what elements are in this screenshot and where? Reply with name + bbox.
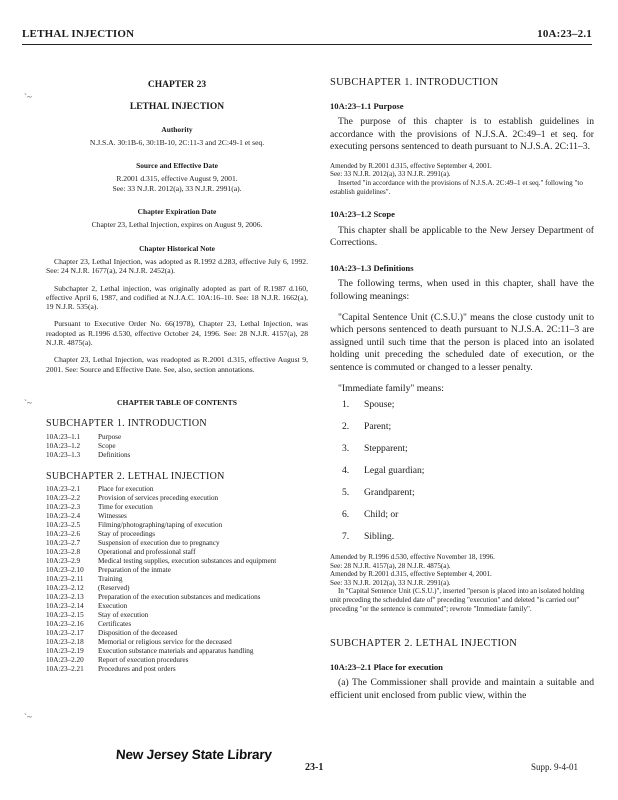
list-item-number: 5. xyxy=(342,487,350,499)
toc-entry xyxy=(46,656,308,665)
toc-entry-title: Execution substance materials and apparatus handling xyxy=(98,646,254,655)
chapter-number: CHAPTER 23 xyxy=(147,80,207,90)
running-header xyxy=(22,28,592,42)
toc-entry xyxy=(46,548,308,557)
toc-entry xyxy=(46,647,308,656)
toc-entry-title: Filming/photographing/taping of execution xyxy=(98,520,223,529)
toc-entry-title: Definitions xyxy=(98,450,131,459)
toc-entry-number: 10A:23–2.12 xyxy=(46,583,84,592)
toc-entry xyxy=(46,566,308,575)
toc-entry-number: 10A:23–2.11 xyxy=(46,574,84,583)
toc-entry-number: 10A:23–2.13 xyxy=(46,592,84,601)
subchapter-1-heading: SUBCHAPTER 1. INTRODUCTION xyxy=(330,77,499,88)
toc-subchapter-1: SUBCHAPTER 1. INTRODUCTION xyxy=(46,418,207,430)
toc-title: CHAPTER TABLE OF CONTENTS xyxy=(117,397,237,407)
toc-entry-number: 10A:23–2.6 xyxy=(46,529,81,538)
historical-note-2: Subchapter 2, Lethal injection, was originally adopted as part of R.1987 d.160, effective April 6, 1987, and codified at N.J.A.C. 10A:16–10. See: 18 N.J.R. 1662(a), 19 N.J.R. 535(a). xyxy=(46,283,308,312)
family-list-item xyxy=(342,443,594,455)
family-list-item xyxy=(342,465,594,477)
toc-entry xyxy=(46,530,308,539)
library-stamp: New Jersey State Library xyxy=(115,747,273,762)
header-rule xyxy=(22,44,592,45)
toc-entry-number: 10A:23–2.9 xyxy=(46,556,81,565)
amendment-note: See: 28 N.J.R. 4157(a), 28 N.J.R. 4875(a). xyxy=(330,561,451,570)
toc-entry-title: (Reserved) xyxy=(98,583,130,592)
toc-entry xyxy=(46,442,308,451)
family-list-item xyxy=(342,421,594,433)
toc-entry-title: Witnesses xyxy=(98,511,127,520)
historical-note-3: Pursuant to Executive Order No. 66(1978), Chapter 23, Lethal Injection, was readopted as R.1996 d.530, effective October 24, 1996. See: 28 N.J.R. 4157(a), 28 N.J.R. 4875(a). xyxy=(46,319,308,348)
toc-entry xyxy=(46,620,308,629)
toc-entry-title: Certificates xyxy=(98,619,132,628)
list-item-text: Legal guardian; xyxy=(364,465,425,477)
amendment-note: See: 33 N.J.R. 2012(a), 33 N.J.R. 2991(a). xyxy=(330,578,451,587)
toc-entry-number: 10A:23–2.16 xyxy=(46,619,84,628)
family-list xyxy=(342,399,594,543)
section-1-2-text: This chapter shall be applicable to the New Jersey Department of Corrections. xyxy=(330,224,594,249)
toc-entry-title: Place for execution xyxy=(98,484,154,493)
list-item-number: 3. xyxy=(342,443,350,455)
authority-text: N.J.S.A. 30:1B-6, 30:1B-10, 2C:11-3 and 2C:49-1 et seq. xyxy=(89,137,265,147)
list-item-number: 4. xyxy=(342,465,350,477)
list-item-number: 1. xyxy=(342,399,350,411)
toc-entry-number: 10A:23–2.21 xyxy=(46,664,84,673)
toc-subchapter-2: SUBCHAPTER 2. LETHAL INJECTION xyxy=(46,470,225,482)
expiration-text: Chapter 23, Lethal Injection, expires on August 9, 2006. xyxy=(91,220,263,230)
list-item-number: 6. xyxy=(342,509,350,521)
toc-entry-number: 10A:23–2.2 xyxy=(46,493,81,502)
header-right: 10A:23–2.1 xyxy=(537,28,592,40)
toc-entry-title: Training xyxy=(98,574,123,583)
toc-entry-title: Stay of proceedings xyxy=(98,529,156,538)
historical-note-4: Chapter 23, Lethal Injection, was readopted as R.2001 d.315, effective August 9, 2001. See: Source and Effective Date. See, also, section annotations. xyxy=(46,355,308,374)
toc-entry-title: Scope xyxy=(98,441,116,450)
toc-entry-number: 10A:23–1.3 xyxy=(46,450,81,459)
section-1-3-heading: 10A:23–1.3 Definitions xyxy=(330,262,414,273)
toc-entry xyxy=(46,629,308,638)
amendment-note: See: 33 N.J.R. 2012(a), 33 N.J.R. 2991(a). xyxy=(330,170,451,179)
header-left: LETHAL INJECTION xyxy=(22,28,135,40)
toc-entry-number: 10A:23–2.5 xyxy=(46,520,81,529)
section-1-1-heading: 10A:23–1.1 Purpose xyxy=(330,100,404,111)
toc-entry xyxy=(46,575,308,584)
toc-entry xyxy=(46,494,308,503)
toc-entry-title: Report of execution procedures xyxy=(98,655,189,664)
list-item-text: Sibling. xyxy=(364,531,395,543)
toc-entry-number: 10A:23–2.3 xyxy=(46,502,81,511)
toc-entry-number: 10A:23–2.14 xyxy=(46,601,84,610)
amendment-note: Inserted "in accordance with the provisions of N.J.S.A. 2C:49–1 et seq." following "to establish guidelines". xyxy=(330,178,583,196)
toc-entry xyxy=(46,611,308,620)
list-item-number: 7. xyxy=(342,531,350,543)
toc-entry xyxy=(46,557,308,566)
toc-entry-number: 10A:23–1.1 xyxy=(46,432,81,441)
historical-note-1: Chapter 23, Lethal Injection, was adopted as R.1992 d.283, effective July 6, 1992. See: 24 N.J.R. 1677(a), 24 N.J.R. 2452(a). xyxy=(46,256,308,276)
toc-entry-number: 10A:23–2.4 xyxy=(46,511,81,520)
family-list-item xyxy=(342,487,594,499)
definition-csu: "Capital Sentence Unit (C.S.U.)" means the close custody unit to which persons sentenced to death pursuant to N.J.S.A. 2C:11–3 are assigned until such time that the person is placed into an isolated holding unit preceding the scheduled date of execution, or the sentence is commuted or changed to a lesser penalty. xyxy=(330,311,594,373)
toc-entry xyxy=(46,503,308,512)
toc-entry xyxy=(46,451,308,460)
toc-entry-number: 10A:23–2.15 xyxy=(46,610,84,619)
toc-entry xyxy=(46,539,308,548)
amendment-note: Amended by R.1996 d.530, effective November 18, 1996. xyxy=(330,553,495,562)
page-number: 23-1 xyxy=(305,762,324,773)
list-item-text: Grandparent; xyxy=(364,487,415,499)
family-list-item xyxy=(342,399,594,411)
toc-entry-number: 10A:23–2.20 xyxy=(46,655,84,664)
section-2-1-text: (a) The Commissioner shall provide and maintain a suitable and efficient unit enclosed from public view, within the xyxy=(330,677,594,701)
subchapter-2-heading: SUBCHAPTER 2. LETHAL INJECTION xyxy=(330,638,518,650)
toc-entry-title: Preparation of the execution substances and medications xyxy=(98,592,261,601)
list-item-text: Spouse; xyxy=(364,399,395,411)
historical-heading: Chapter Historical Note xyxy=(139,243,215,253)
toc-entry-title: Stay of execution xyxy=(98,610,149,619)
toc-entry xyxy=(46,665,308,674)
chapter-title: LETHAL INJECTION xyxy=(129,102,225,113)
toc-entry-number: 10A:23–2.8 xyxy=(46,547,81,556)
source-heading: Source and Effective Date xyxy=(136,161,218,171)
toc-entry-number: 10A:23–2.17 xyxy=(46,628,84,637)
amendment-note: Amended by R.2001 d.315, effective September 4, 2001. xyxy=(330,570,492,579)
margin-mark: ˋ~ xyxy=(24,92,32,102)
list-item-number: 2. xyxy=(342,421,350,433)
toc-entry-title: Provision of services preceding execution xyxy=(98,493,219,502)
definition-immediate-family: "Immediate family" means: xyxy=(338,382,444,394)
toc-entry xyxy=(46,512,308,521)
toc-entry-title: Purpose xyxy=(98,432,122,441)
toc-entry-title: Memorial or religious service for the deceased xyxy=(98,637,232,646)
toc-entry xyxy=(46,584,308,593)
toc-entry-number: 10A:23–2.18 xyxy=(46,637,84,646)
margin-mark: ˋ~ xyxy=(24,398,32,408)
section-1-2-heading: 10A:23–1.2 Scope xyxy=(330,209,395,220)
toc-entry-title: Disposition of the deceased xyxy=(98,628,178,637)
list-item-text: Child; or xyxy=(364,509,399,521)
amendment-note: In "Capital Sentence Unit (C.S.U.)", inserted "person is placed into an isolated holding unit preceding the scheduled date of" preceding "execution" and deleted "is carried out" preceding "or the sentence is commuted"; rewrote "Immediate family". xyxy=(330,587,585,613)
toc-entry xyxy=(46,593,308,602)
source-text-1: R.2001 d.315, effective August 9, 2001. xyxy=(116,174,238,184)
toc-entry xyxy=(46,433,308,442)
toc-entry-title: Time for execution xyxy=(98,502,153,511)
toc-entry xyxy=(46,485,308,494)
toc-entry-title: Medical testing supplies, execution substances and equipment xyxy=(98,556,277,565)
section-2-1-heading: 10A:23–2.1 Place for execution xyxy=(330,661,443,672)
toc-entry-title: Preparation of the inmate xyxy=(98,565,171,574)
toc-entry-title: Suspension of execution due to pregnancy xyxy=(98,538,220,547)
section-1-3-text: The following terms, when used in this chapter, shall have the following meanings: xyxy=(330,278,594,302)
family-list-item xyxy=(342,509,594,521)
toc-entry-number: 10A:23–1.2 xyxy=(46,441,81,450)
left-column xyxy=(46,78,308,674)
right-column xyxy=(330,78,594,702)
source-text-2: See: 33 N.J.R. 2012(a), 33 N.J.R. 2991(a). xyxy=(112,183,242,193)
toc-entry xyxy=(46,521,308,530)
toc-entry-number: 10A:23–2.1 xyxy=(46,484,81,493)
supplement-date: Supp. 9-4-01 xyxy=(531,762,578,772)
toc-entry-title: Operational and professional staff xyxy=(98,547,196,556)
toc-entry xyxy=(46,638,308,647)
family-list-item xyxy=(342,531,594,543)
list-item-text: Stepparent; xyxy=(364,443,408,455)
toc-list-2 xyxy=(46,485,308,674)
amendment-note: Amended by R.2001 d.315, effective September 4, 2001. xyxy=(330,161,492,170)
toc-entry-number: 10A:23–2.7 xyxy=(46,538,81,547)
section-1-1-text: The purpose of this chapter is to establish guidelines in accordance with the provisions of N.J.S.A. 2C:49–1 et seq. for executing persons sentenced to death pursuant to N.J.S.A. 2C:11–3. xyxy=(330,116,594,153)
expiration-heading: Chapter Expiration Date xyxy=(137,207,217,217)
margin-mark: ˋ~ xyxy=(24,712,32,722)
toc-entry-title: Execution xyxy=(98,601,128,610)
toc-entry-title: Procedures and post orders xyxy=(98,664,176,673)
toc-list-1 xyxy=(46,433,308,460)
list-item-text: Parent; xyxy=(364,421,392,433)
toc-entry xyxy=(46,602,308,611)
authority-heading: Authority xyxy=(161,124,193,134)
toc-entry-number: 10A:23–2.19 xyxy=(46,646,84,655)
toc-entry-number: 10A:23–2.10 xyxy=(46,565,84,574)
